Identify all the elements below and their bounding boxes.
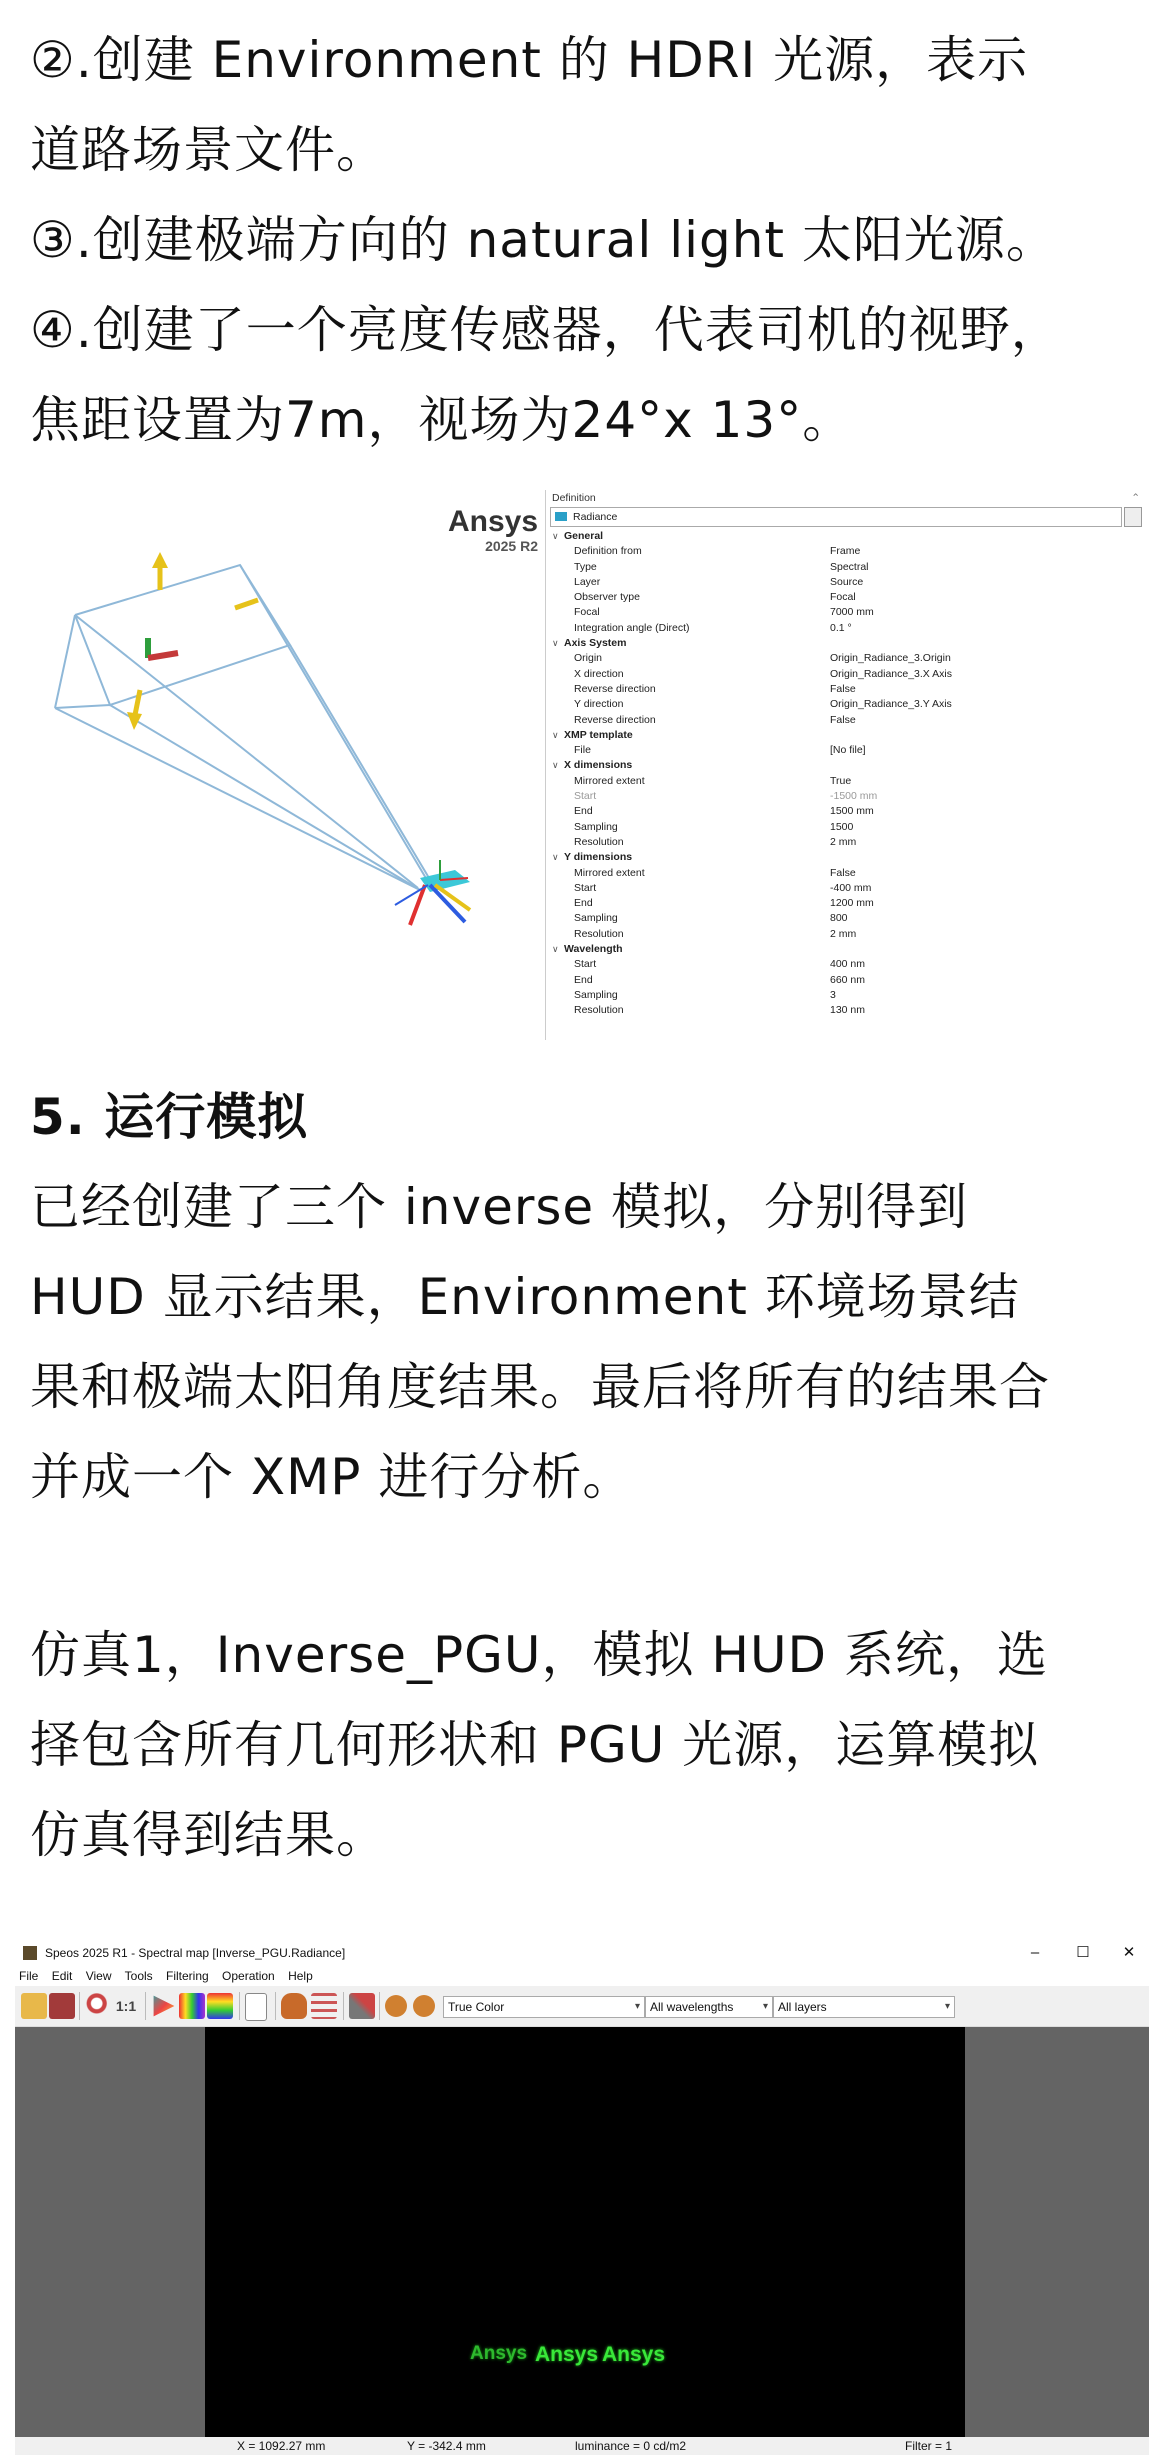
- property-key: Y dimensions: [564, 851, 633, 864]
- viewport[interactable]: [15, 2027, 1149, 2437]
- property-row[interactable]: [546, 804, 1144, 819]
- info-icon[interactable]: [385, 1995, 407, 2017]
- property-value[interactable]: 0.1 °: [830, 621, 852, 634]
- property-row[interactable]: [546, 605, 1144, 620]
- collapse-chevron-icon[interactable]: ∨: [552, 852, 559, 863]
- property-value[interactable]: False: [830, 866, 856, 879]
- property-value[interactable]: Frame: [830, 545, 861, 558]
- property-value[interactable]: 800: [830, 912, 848, 925]
- property-key: Mirrored extent: [574, 774, 645, 787]
- title-bar: [15, 1940, 1149, 1966]
- minimize-button[interactable]: –: [1030, 1944, 1040, 1961]
- property-row[interactable]: [546, 743, 1144, 758]
- maximize-button[interactable]: ☐: [1076, 1944, 1090, 1961]
- property-key: Resolution: [574, 927, 624, 940]
- text-line: 焦距设置为7m，视场为24°x 13°。: [30, 391, 854, 449]
- property-key: General: [564, 530, 604, 542]
- toolbar-separator: [79, 1992, 80, 2020]
- toolbar-separator: [379, 1992, 380, 2020]
- property-key: Sampling: [574, 820, 618, 833]
- property-row[interactable]: [546, 911, 1144, 926]
- panel-title: Definition ⌃: [552, 492, 1140, 504]
- status-x: X = 1092.27 mm: [237, 2439, 326, 2453]
- text-line: ④.创建了一个亮度传感器，代表司机的视野，: [30, 301, 1062, 359]
- property-row[interactable]: [546, 682, 1144, 697]
- section-block: [30, 1072, 1140, 1522]
- property-value[interactable]: 400 nm: [830, 958, 866, 971]
- intro-paragraph: [30, 15, 1140, 465]
- tools-icon[interactable]: [349, 1993, 375, 2019]
- property-key: Wavelength: [564, 943, 623, 956]
- property-key: Start: [574, 958, 597, 971]
- property-key: Origin: [574, 652, 603, 665]
- property-key: Y direction: [574, 698, 624, 711]
- spectral-map-canvas[interactable]: [205, 2027, 965, 2437]
- property-section[interactable]: [546, 758, 1144, 773]
- property-row[interactable]: [546, 820, 1144, 835]
- property-value[interactable]: 1500 mm: [830, 805, 874, 818]
- property-section[interactable]: [546, 728, 1144, 743]
- property-key: XMP template: [564, 728, 633, 741]
- property-value[interactable]: 130 nm: [830, 1004, 866, 1017]
- text-line: ③.创建极端方向的 natural light 太阳光源。: [30, 211, 1057, 269]
- status-filter: Filter = 1: [905, 2439, 953, 2453]
- text-line: 仿真得到结果。: [30, 1806, 387, 1864]
- property-key: Mirrored extent: [574, 866, 645, 879]
- toolbar-separator: [343, 1992, 344, 2020]
- property-value[interactable]: Source: [830, 575, 864, 588]
- chevron-down-icon: ▾: [634, 2001, 640, 2012]
- simulation-paragraph: [30, 1610, 1140, 1880]
- section-heading: 5. 运行模拟: [30, 1088, 309, 1146]
- collapse-chevron-icon[interactable]: ∨: [552, 729, 559, 740]
- toolbar-separator: [275, 1992, 276, 2020]
- speos-window: [15, 1940, 1149, 2455]
- property-row[interactable]: [546, 560, 1144, 575]
- text-line: 仿真1，Inverse_PGU，模拟 HUD 系统，选: [30, 1626, 1048, 1684]
- property-value[interactable]: Origin_Radiance_3.Origin: [830, 652, 951, 665]
- property-section[interactable]: [546, 850, 1144, 865]
- property-row[interactable]: [546, 713, 1144, 728]
- color-mode-dropdown[interactable]: True Color ▾: [443, 1996, 645, 2018]
- property-key: End: [574, 897, 593, 910]
- property-value[interactable]: Focal: [830, 591, 856, 604]
- property-value[interactable]: False: [830, 682, 856, 695]
- property-value[interactable]: Spectral: [830, 560, 869, 573]
- property-value[interactable]: 1500: [830, 820, 854, 833]
- property-value[interactable]: 1200 mm: [830, 897, 874, 910]
- property-value[interactable]: 3: [830, 988, 836, 1001]
- property-row[interactable]: [546, 575, 1144, 590]
- property-grid: [546, 529, 1144, 1019]
- property-key: Sampling: [574, 912, 618, 925]
- property-row[interactable]: [546, 697, 1144, 712]
- menu-view[interactable]: View: [85, 1969, 112, 1983]
- text-line: 道路场景文件。: [30, 121, 387, 179]
- filter-sliders-icon[interactable]: [311, 1993, 337, 2019]
- property-row[interactable]: [546, 866, 1144, 881]
- toolbar-separator: [239, 1992, 240, 2020]
- property-value[interactable]: -1500 mm: [830, 790, 878, 803]
- property-value[interactable]: -400 mm: [830, 881, 872, 894]
- property-key: Definition from: [574, 545, 642, 558]
- menu-operation[interactable]: Operation: [222, 1969, 275, 1983]
- status-luminance: luminance = 0 cd/m2: [575, 2439, 687, 2453]
- property-key: Integration angle (Direct): [574, 621, 690, 634]
- hud-image-text: Ansys: [602, 2343, 666, 2366]
- sensor-3d-sketch: [0, 490, 540, 1045]
- property-row[interactable]: [546, 973, 1144, 988]
- property-value[interactable]: True: [830, 774, 852, 787]
- property-value[interactable]: 2 mm: [830, 835, 857, 848]
- property-section[interactable]: [546, 636, 1144, 651]
- prism-icon[interactable]: [151, 1993, 177, 2019]
- property-value[interactable]: Origin_Radiance_3.X Axis: [830, 667, 952, 680]
- property-section[interactable]: [546, 529, 1144, 544]
- property-row[interactable]: [546, 789, 1144, 804]
- property-row[interactable]: [546, 957, 1144, 972]
- app-icon: [23, 1946, 37, 1960]
- toolbar-separator: [145, 1992, 146, 2020]
- chevron-down-icon: ▾: [944, 2001, 950, 2012]
- collapse-chevron-icon[interactable]: ∨: [552, 638, 559, 649]
- property-key: Reverse direction: [574, 682, 656, 695]
- text-line: 并成一个 XMP 进行分析。: [30, 1448, 634, 1506]
- status-bar: [15, 2437, 1149, 2455]
- property-key: Resolution: [574, 1004, 624, 1017]
- menu-filtering[interactable]: Filtering: [166, 1969, 209, 1983]
- pin-icon[interactable]: ⌃: [1131, 492, 1140, 504]
- toolbar: [15, 1986, 1149, 2027]
- property-key: Layer: [574, 575, 601, 588]
- status-y: Y = -342.4 mm: [407, 2439, 486, 2453]
- property-row[interactable]: [546, 988, 1144, 1003]
- report-icon[interactable]: [245, 1993, 267, 2021]
- text-line: ②.创建 Environment 的 HDRI 光源，表示: [30, 31, 1029, 89]
- menu-help[interactable]: Help: [288, 1969, 313, 1983]
- property-row[interactable]: [546, 881, 1144, 896]
- help-icon[interactable]: [413, 1995, 435, 2017]
- hud-image-text: Ansys: [470, 2343, 528, 2364]
- property-row[interactable]: [546, 1003, 1144, 1018]
- menu-file[interactable]: File: [19, 1969, 39, 1983]
- property-key: Axis System: [564, 637, 627, 650]
- definition-panel: [545, 490, 1144, 1040]
- property-row[interactable]: [546, 651, 1144, 666]
- hud-image-text: Ansys: [535, 2343, 599, 2366]
- axis-arrows-icon: [127, 552, 470, 925]
- property-key: Start: [574, 790, 597, 803]
- menu-edit[interactable]: Edit: [51, 1969, 73, 1983]
- property-row[interactable]: [546, 621, 1144, 636]
- property-value[interactable]: 660 nm: [830, 973, 866, 986]
- collapse-chevron-icon[interactable]: ∨: [552, 944, 559, 955]
- radiance-icon: [555, 512, 567, 521]
- property-key: Focal: [574, 606, 600, 619]
- zoom-1to1-button[interactable]: 1:1: [115, 1998, 137, 2014]
- property-value[interactable]: Origin_Radiance_3.Y Axis: [830, 698, 952, 711]
- property-section[interactable]: [546, 942, 1144, 957]
- menu-bar: [15, 1966, 1149, 1986]
- property-key: Start: [574, 881, 597, 894]
- property-key: File: [574, 744, 591, 757]
- collapse-chevron-icon[interactable]: ∨: [552, 760, 559, 771]
- property-value[interactable]: False: [830, 713, 856, 726]
- property-key: Resolution: [574, 835, 624, 848]
- zoom-icon[interactable]: [85, 1993, 111, 2019]
- text-line: HUD 显示结果，Environment 环境场景结: [30, 1268, 1020, 1326]
- property-key: X direction: [574, 667, 624, 680]
- property-key: Observer type: [574, 591, 640, 604]
- text-line: 择包含所有几何形状和 PGU 光源，运算模拟: [30, 1716, 1040, 1774]
- property-row[interactable]: [546, 774, 1144, 789]
- property-row[interactable]: [546, 835, 1144, 850]
- property-row[interactable]: [546, 927, 1144, 942]
- ansys-logo: Ansys 2025 R2: [448, 505, 539, 554]
- property-key: Reverse direction: [574, 713, 656, 726]
- text-line: 已经创建了三个 inverse 模拟，分别得到: [30, 1178, 969, 1236]
- spectrum-icon[interactable]: [179, 1993, 205, 2019]
- property-value[interactable]: 2 mm: [830, 927, 857, 940]
- property-row[interactable]: [546, 590, 1144, 605]
- window-title: Speos 2025 R1 - Spectral map [Inverse_PGU.Radiance]: [45, 1946, 346, 1960]
- layer-dropdown[interactable]: All layers ▾: [773, 1996, 955, 2018]
- property-row[interactable]: [546, 896, 1144, 911]
- feature-selector[interactable]: Radiance: [550, 507, 1122, 527]
- wavelength-dropdown[interactable]: All wavelengths ▾: [645, 1996, 773, 2018]
- property-value[interactable]: [No file]: [830, 744, 866, 757]
- property-key: Type: [574, 560, 597, 573]
- panel-options-button[interactable]: [1124, 507, 1142, 527]
- property-key: Sampling: [574, 988, 618, 1001]
- save-icon[interactable]: [49, 1993, 75, 2019]
- chevron-down-icon: ▾: [762, 2001, 768, 2012]
- property-row[interactable]: [546, 544, 1144, 559]
- property-key: End: [574, 805, 593, 818]
- text-line: 果和极端太阳角度结果。最后将所有的结果合: [30, 1358, 1050, 1416]
- menu-tools[interactable]: Tools: [124, 1969, 153, 1983]
- open-folder-icon[interactable]: [21, 1993, 47, 2019]
- property-value[interactable]: 7000 mm: [830, 606, 874, 619]
- property-key: End: [574, 973, 593, 986]
- property-key: X dimensions: [564, 759, 633, 772]
- collapse-chevron-icon[interactable]: ∨: [552, 531, 559, 541]
- max-spectrum-icon[interactable]: [207, 1993, 233, 2019]
- sensor-figure: [0, 490, 1164, 1045]
- property-row[interactable]: [546, 667, 1144, 682]
- layer-icon[interactable]: [281, 1993, 307, 2019]
- close-button[interactable]: ✕: [1122, 1944, 1136, 1961]
